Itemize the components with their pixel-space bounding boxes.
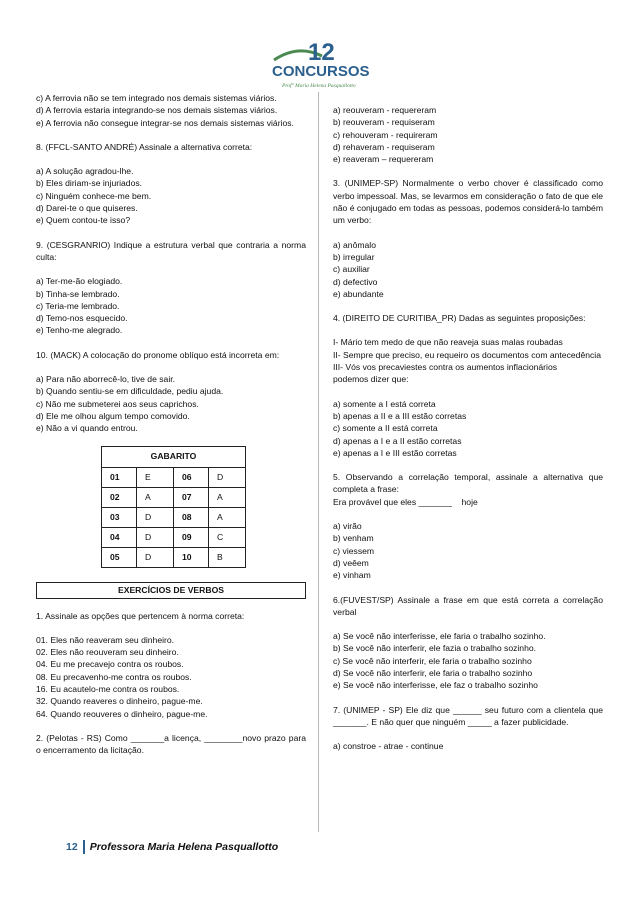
table-row (102, 467, 246, 487)
option-text: b) Eles diriam-se injuriados. (36, 178, 143, 189)
table-cell: D (137, 547, 174, 567)
gabarito-title: GABARITO (102, 446, 246, 467)
option-text: c) somente a II está correta (333, 423, 438, 434)
option-text: d) apenas a I e a II estão corretas (333, 435, 462, 446)
logo-word: CONCURSOS (272, 63, 370, 80)
option-text: 08. Eu precavenho-me contra os roubos. (36, 671, 192, 682)
table-cell: 08 (174, 507, 209, 527)
option-text: c) auxiliar (333, 264, 370, 275)
table-row (102, 527, 246, 547)
table-row (102, 507, 246, 527)
option-text: d) Se você não interferir, ele faria o trabalho sozinho (333, 667, 533, 678)
table-cell: A (209, 507, 246, 527)
table-cell: D (137, 507, 174, 527)
question-stem: 2. (Pelotas - RS) Como _______a licença, ________novo prazo para o encerramento da licitação. (36, 732, 306, 756)
logo-tagline: Prof° Maria Helena Pasquallotto (282, 83, 356, 89)
option-text: c) Não me submeterei aos seus caprichos. (36, 398, 199, 409)
question-stem: 8. (FFCL-SANTO ANDRÉ) Assinale a alternativa correta: (36, 141, 253, 152)
option-text: 64. Quando reouveres o dinheiro, pague-me. (36, 708, 208, 719)
footer-author: Professora Maria Helena Pasquallotto (89, 840, 279, 853)
option-text: b) venham (333, 533, 374, 544)
gabarito-table (101, 446, 246, 568)
option-text: e) abundante (333, 288, 384, 299)
column-divider (318, 92, 319, 832)
section-title: EXERCÍCIOS DE VERBOS (36, 582, 306, 599)
option-text: d) veêem (333, 557, 369, 568)
table-cell: 04 (102, 527, 137, 547)
page-number: 12 (66, 840, 78, 853)
question-stem: 9. (CESGRANRIO) Indique a estrutura verbal que contraria a norma culta: (36, 239, 306, 262)
option-text: 32. Quando reaveres o dinheiro, pague-me. (36, 696, 203, 707)
option-text: a) Se você não interferisse, ele faria o trabalho sozinho. (333, 631, 546, 642)
question-stem: 3. (UNIMEP-SP) Normalmente o verbo chover é classificado como verbo impessoal. Mas, se levarmos em consideração o fato de que ele não é conjugado em todas as pessoas, podemos considerá-lo também um verbo: (333, 178, 603, 226)
table-cell: 09 (174, 527, 209, 547)
option-text: 01. Eles não reaveram seu dinheiro. (36, 634, 175, 645)
table-cell: 03 (102, 507, 137, 527)
option-text: c) Teria-me lembrado. (36, 300, 120, 311)
option-text: e) vinham (333, 570, 371, 581)
table-row (102, 547, 246, 567)
question-prompt: podemos dizer que: (333, 374, 409, 385)
option-text: e) Se você não interferisse, ele faz o trabalho sozinho (333, 680, 538, 691)
option-text: a) anômalo (333, 239, 376, 250)
question-sentence: Era provável que eles _______ hoje (333, 496, 478, 507)
question-stem: 6.(FUVEST/SP) Assinale a frase em que está correta a correlação verbal (333, 594, 603, 617)
table-cell: D (137, 527, 174, 547)
table-cell: A (209, 487, 246, 507)
right-column (333, 92, 603, 752)
concursos-logo (268, 38, 376, 90)
option-text: e) apenas a I e III estão corretas (333, 447, 457, 458)
left-column (36, 92, 306, 757)
option-text: c) rehouveram - requireram (333, 129, 438, 140)
option-text: c) Se você não interferir, ele faria o trabalho sozinho (333, 655, 532, 666)
table-cell: 01 (102, 467, 137, 487)
option-text: d) A ferrovia estaria integrando-se nos demais sistemas viários. (36, 105, 278, 116)
question-stem: 5. Observando a correlação temporal, assinale a alternativa que completa a frase: (333, 472, 603, 495)
table-cell: E (137, 467, 174, 487)
option-text: 16. Eu acautelo-me contra os roubos. (36, 684, 180, 695)
option-text: 04. Eu me precavejo contra os roubos. (36, 659, 184, 670)
option-text: b) reouveram - requiseram (333, 117, 435, 128)
option-text: b) Se você não interferir, ele fazia o trabalho sozinho. (333, 643, 537, 654)
question-stem: 7. (UNIMEP - SP) Ele diz que ______ seu futuro com a clientela que _______. E não quer que ninguém _____ a fazer publicidade. (333, 704, 603, 727)
proposition-text: I- Mário tem medo de que não reaveja suas malas roubadas (333, 337, 563, 348)
option-text: e) Quem contou-te isso? (36, 215, 131, 226)
table-cell: 05 (102, 547, 137, 567)
option-text: e) Não a vi quando entrou. (36, 423, 138, 434)
option-text: a) constroe - atrae - continue (333, 741, 444, 752)
option-text: b) apenas a II e a III estão corretas (333, 410, 467, 421)
page-footer (66, 840, 278, 854)
option-text: a) A solução agradou-lhe. (36, 166, 134, 177)
option-text: b) irregular (333, 251, 375, 262)
option-text: c) Ninguém conhece-me bem. (36, 190, 152, 201)
option-text: 02. Eles não reouveram seu dinheiro. (36, 647, 179, 658)
proposition-text: II- Sempre que preciso, eu requeiro os documentos com antecedência (333, 349, 601, 360)
table-cell: 07 (174, 487, 209, 507)
question-stem: 10. (MACK) A colocação do pronome oblíquo está incorreta em: (36, 349, 280, 360)
option-text: d) defectivo (333, 276, 378, 287)
option-text: b) Tinha-se lembrado. (36, 288, 120, 299)
option-text: a) virão (333, 521, 362, 532)
option-text: d) rehaveram - requiseram (333, 141, 435, 152)
table-cell: D (209, 467, 246, 487)
option-text: a) reouveram - requereram (333, 105, 437, 115)
table-cell: 06 (174, 467, 209, 487)
option-text: e) A ferrovia não consegue integrar-se nos demais sistemas viários. (36, 117, 294, 128)
proposition-text: III- Vós vos precaviestes contra os aumentos inflacionários (333, 362, 558, 373)
option-text: d) Temo-nos esquecido. (36, 313, 128, 324)
question-stem: 4. (DIREITO DE CURITIBA_PR) Dadas as seguintes proposições: (333, 313, 586, 324)
option-text: b) Quando sentiu-se em dificuldade, pediu ajuda. (36, 386, 224, 397)
question-stem: 1. Assinale as opções que pertencem à norma correta: (36, 610, 245, 621)
option-text: d) Ele me olhou algum tempo comovido. (36, 410, 190, 421)
option-text: d) Darei-te o que quiseres. (36, 203, 138, 214)
option-text: a) somente a I está correta (333, 398, 436, 409)
option-text: a) Ter-me-ão elogiado. (36, 276, 123, 287)
option-text: e) Tenho-me alegrado. (36, 325, 123, 336)
table-cell: 02 (102, 487, 137, 507)
table-row (102, 487, 246, 507)
option-text: c) viessem (333, 545, 375, 556)
footer-separator (83, 840, 85, 854)
logo-number: 12 (308, 39, 335, 66)
option-text: e) reaveram – requereram (333, 154, 434, 165)
table-cell: 10 (174, 547, 209, 567)
table-cell: A (137, 487, 174, 507)
option-text: c) A ferrovia não se tem integrado nos demais sistemas viários. (36, 93, 277, 103)
option-text: a) Para não aborrecê-lo, tive de sair. (36, 374, 176, 385)
table-cell: C (209, 527, 246, 547)
table-cell: B (209, 547, 246, 567)
